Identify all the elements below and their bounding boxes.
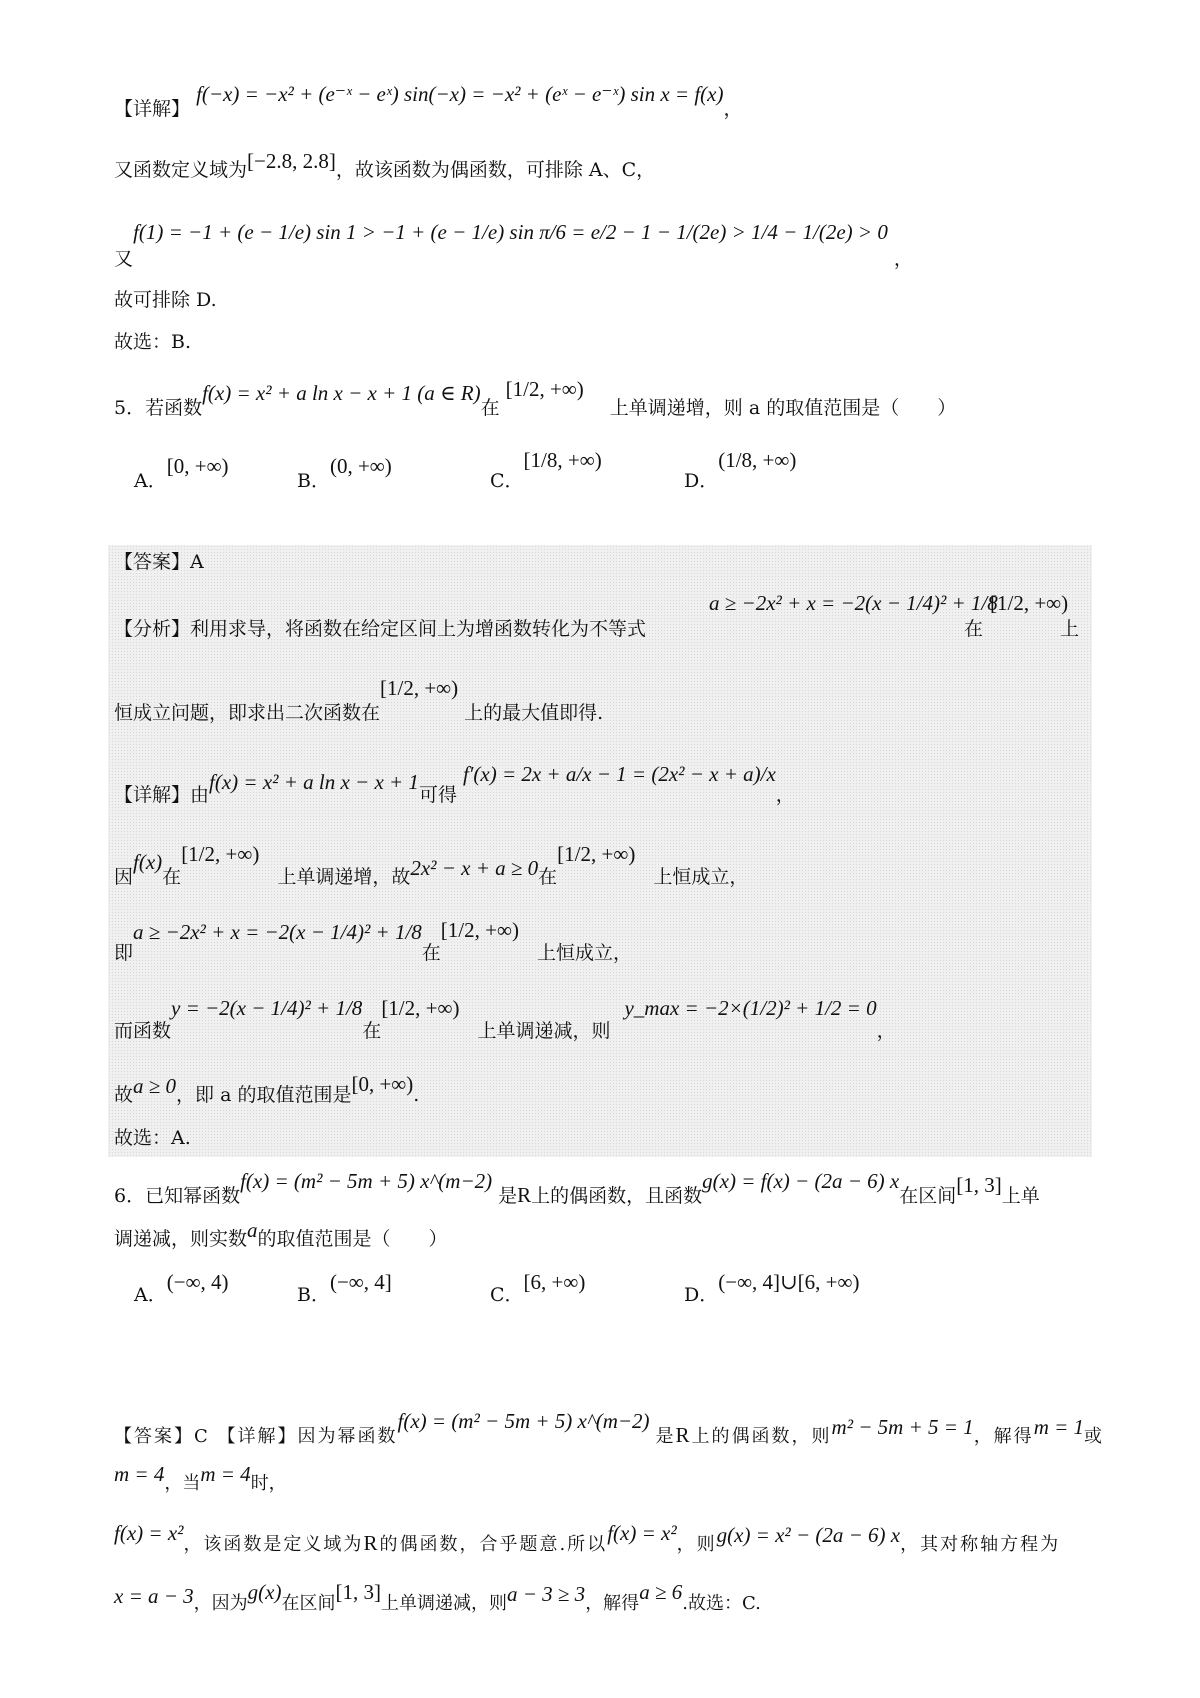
text: 【分析】利用求导，将函数在给定区间上为增函数转化为不等式 [114,618,647,640]
reals: R [675,1423,692,1447]
text: ，解得 [585,1593,640,1614]
text: 在区间 [281,1593,336,1614]
option-label: D． [684,1284,719,1306]
text: 的取值范围是（ ） [257,1228,448,1250]
axis-equation: x = a − 3 [114,1584,194,1608]
q5-analysis [114,591,1080,641]
option-label: B． [297,1284,330,1306]
q5-option-a [134,454,229,493]
q4-choice: 故选：B. [114,331,192,353]
text: 在 [480,397,500,419]
interval: [1/2, +∞) [557,842,636,866]
text: 又 [114,248,134,270]
option-label: C． [490,1284,524,1306]
punct: ， [723,98,743,120]
text: 在 [162,866,182,888]
option-label: C． [490,470,524,492]
inequality: a ≥ −2x² + x = −2(x − 1/4)² + 1/8 [133,920,422,944]
text: 上的最大值即得. [464,702,604,724]
q4-domain-line [114,149,656,182]
q6-stem [114,1169,1040,1208]
text: 是 [655,1426,676,1447]
function: f(x) = x² [607,1521,677,1545]
function: f(x) [133,850,163,874]
parity-equation: f(−x) = −x² + (e⁻ˣ − eˣ) sin(−x) = −x² + (eˣ − e⁻ˣ) sin x = f(x) [196,82,724,106]
option-text: [6, +∞) [523,1270,586,1294]
text: 上的偶函数，则 [691,1426,832,1447]
analysis-inequality: a ≥ −2x² + x = −2(x − 1/4)² + 1/8 [709,591,998,615]
text: 上单调递增，则 a 的取值范围是（ ） [609,397,957,419]
interval: [0, +∞) [351,1072,414,1096]
text: 上 [1060,618,1080,640]
reals: R [517,1183,532,1207]
q6-option-a [134,1270,229,1307]
text: 上单调递增，故 [277,866,411,888]
option-text: [1/8, +∞) [523,448,602,472]
option-text: (1/8, +∞) [718,448,797,472]
q6-solution-1 [114,1409,1105,1449]
q6-option-d [684,1270,860,1307]
analysis-interval-2: [1/2, +∞) [380,676,459,700]
solution: m = 4 [200,1462,251,1486]
text: 上单调递减，则 [380,1593,507,1614]
power-function: f(x) = (m² − 5m + 5) x^(m−2) [397,1409,650,1433]
q5-detail-2 [114,842,749,889]
max-value: y_max = −2×(1/2)² + 1/2 = 0 [624,996,877,1020]
interval: [1/2, +∞) [181,842,260,866]
q5-detail-3 [114,918,632,965]
text: 即 [114,942,134,964]
solution: m = 1 [1033,1415,1085,1439]
q5-stem [114,377,957,420]
q5-interval: [1/2, +∞) [505,377,584,401]
text: 上单 [1001,1185,1040,1207]
q6-stem-2 [114,1218,448,1251]
q5-option-b [297,454,392,493]
interval: [1/2, +∞) [440,918,519,942]
equation: m² − 5m + 5 = 1 [831,1415,974,1439]
inequality: a ≥ 0 [133,1074,177,1098]
solution: m = 4 [114,1462,165,1486]
q6-solution-2 [114,1462,287,1496]
text: ，则 [676,1534,717,1555]
option-label: A． [134,1284,167,1306]
q5-option-d [684,448,797,493]
text: 在区间 [899,1185,957,1207]
text: 上的偶函数，且函数 [531,1185,703,1207]
punct: ， [775,784,795,806]
q5-option-c [490,448,602,493]
text: ，该函数是定义域为 [183,1534,364,1555]
text: 因 [114,866,134,888]
option-label: B． [297,470,330,492]
text: 6．已知幂函数 [114,1185,241,1207]
option-text: (−∞, 4] [329,1270,392,1294]
q4-detail-line [114,82,743,121]
q6-option-b [297,1270,392,1307]
option-label: D． [684,470,719,492]
q6-solution-3 [114,1521,1061,1557]
q4-f1-line [114,220,913,271]
variable: a [247,1218,258,1242]
text: 5．若函数 [114,397,203,419]
option-text: (−∞, 4]∪[6, +∞) [718,1270,860,1294]
inequality: a − 3 ≥ 3 [506,1582,586,1606]
text: ，解得 [973,1426,1034,1447]
text: 【答案】C 【详解】因为幂函数 [114,1426,398,1447]
interval: [1, 3] [956,1173,1002,1197]
q5-detail-5 [114,1072,420,1107]
text: 在 [964,618,984,640]
text: ，故该函数为偶函数，可排除 A、C， [335,159,656,181]
q6-option-c [490,1270,586,1307]
quadratic: y = −2(x − 1/4)² + 1/8 [171,996,363,1020]
domain-interval: [−2.8, 2.8] [247,149,336,173]
interval: [1/2, +∞) [381,996,460,1020]
text: ，即 a 的取值范围是 [176,1084,352,1106]
text: 是 [498,1185,518,1207]
result: a ≥ 6 [639,1580,683,1604]
text: 上恒成立， [536,942,632,964]
text: 时， [250,1473,287,1494]
q6-solution-4 [114,1580,761,1616]
text: ，其对称轴方程为 [900,1534,1061,1555]
text: 在 [362,1020,382,1042]
text: 在 [421,942,441,964]
option-text: [0, +∞) [166,454,229,478]
text: . [413,1084,420,1106]
derivative: f′(x) = 2x + a/x − 1 = (2x² − x + a)/x [462,762,776,786]
text: 恒成立问题，即求出二次函数在 [114,702,381,724]
g-function: g(x) = x² − (2a − 6) x [716,1523,901,1547]
text: 【详解】由 [114,784,210,806]
q5-detail-function: f(x) = x² + a ln x − x + 1 [209,770,419,794]
text: 上单调递减，则 [477,1020,611,1042]
q4-exclude-d: 故可排除 D. [114,289,217,311]
punct: ， [876,1020,896,1042]
detail-tag: 【详解】 [114,98,191,120]
power-function: f(x) = (m² − 5m + 5) x^(m−2) [240,1169,493,1193]
analysis-interval: [1/2, +∞) [990,591,1069,615]
q5-function: f(x) = x² + a ln x − x + 1 (a ∈ R) [202,381,481,405]
text: ，当 [164,1473,201,1494]
text: 的偶函数，合乎题意.所以 [379,1534,608,1555]
text: 上恒成立， [653,866,749,888]
q5-detail-4 [114,996,896,1043]
function: f(x) = x² [114,1521,184,1545]
text: 故 [114,1084,134,1106]
punct: ， [893,248,913,270]
option-text: (−∞, 4) [166,1270,229,1294]
text: .故选：C. [682,1593,761,1614]
q5-choice: 故选：A. [114,1127,191,1149]
f1-inequality: f(1) = −1 + (e − 1/e) sin 1 > −1 + (e − 1/e) sin π/6 = e/2 − 1 − 1/(2e) > 1/4 − 1/(2e) > 0 [133,220,888,244]
q5-detail-1 [114,762,795,807]
text: 或 [1084,1426,1105,1447]
g-function: g(x) = f(x) − (2a − 6) x [702,1169,900,1193]
q5-answer: 【答案】A [114,551,204,573]
option-text: (0, +∞) [329,454,392,478]
text: 调递减，则实数 [114,1228,248,1250]
q5-analysis-2 [114,676,604,725]
text: 可得 [418,784,457,806]
inequality: 2x² − x + a ≥ 0 [410,856,539,880]
text: 而函数 [114,1020,172,1042]
text: ，因为 [193,1593,248,1614]
text: 在 [538,866,558,888]
function: g(x) [247,1580,282,1604]
reals: R [363,1531,380,1555]
interval: [1, 3] [335,1580,381,1604]
text: 又函数定义域为 [114,159,248,181]
option-label: A． [134,470,167,492]
